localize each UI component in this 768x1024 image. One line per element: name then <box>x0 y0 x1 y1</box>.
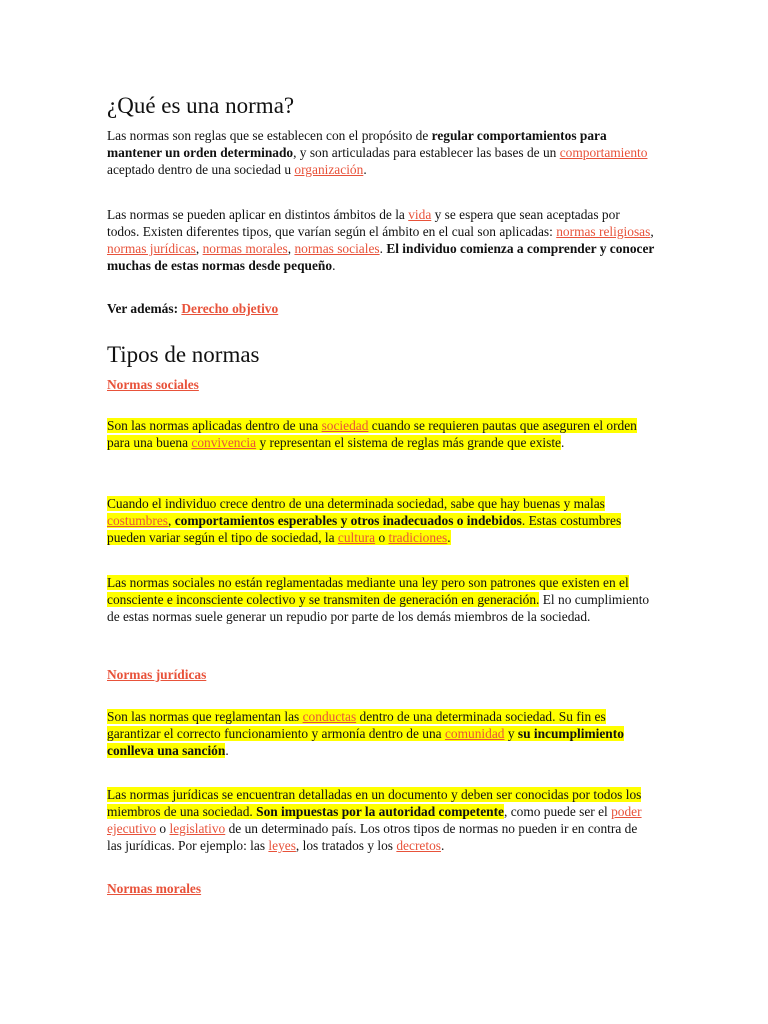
text-span: . <box>332 258 336 273</box>
text-span: . <box>379 241 387 256</box>
highlighted-text: Las normas sociales no están reglamentadas mediante una ley pero son patrones que existen en el consciente e inconsciente colectivo y se transmiten de generación en generación. <box>107 575 629 607</box>
text-span: . <box>561 435 565 450</box>
subheading-normas-morales <box>107 880 655 897</box>
highlighted-text <box>107 709 624 758</box>
subheading-normas-juridicas <box>107 666 655 683</box>
text-span: , <box>650 224 654 239</box>
paragraph-ambitos <box>107 206 655 274</box>
text-span: , y son articuladas para establecer las bases de un <box>293 145 560 160</box>
text-span: . Estas costumbres pueden variar según el tipo de sociedad, la <box>107 513 622 545</box>
see-also-label: Ver además: <box>107 301 182 316</box>
link-normas-religiosas[interactable]: normas religiosas <box>556 224 651 239</box>
text-span: Son las normas aplicadas dentro de una <box>107 418 322 433</box>
link-poder-ejecutivo[interactable]: poder ejecutivo <box>107 804 642 836</box>
text-span: , como puede ser el <box>504 804 612 819</box>
paragraph-sociales-1 <box>107 417 655 451</box>
text-span: aceptado dentro de una sociedad u <box>107 162 295 177</box>
text-span: Las normas son reglas que se establecen con el propósito de <box>107 128 432 143</box>
bold-text: Son impuestas por la autoridad competente <box>256 804 504 819</box>
link-tradiciones[interactable]: tradiciones <box>388 530 448 545</box>
link-organizacion[interactable]: organización <box>294 162 364 177</box>
link-vida[interactable]: vida <box>408 207 432 222</box>
text-span: y se espera que sean aceptadas por todos. Existen diferentes tipos, que varían según el ámbito en el cual son aplicadas: <box>107 207 620 239</box>
text-span: , <box>287 241 295 256</box>
text-span: . <box>440 838 445 853</box>
highlighted-text <box>107 418 637 450</box>
text-span: cuando se requieren pautas que aseguren el orden para una buena <box>107 418 637 450</box>
bold-text: regular comportamientos para mantener un orden determinado <box>107 128 607 160</box>
text-span: o <box>156 821 170 836</box>
text-span: , <box>168 513 175 528</box>
link-normas-sociales[interactable]: normas sociales <box>294 241 380 256</box>
subheading-normas-sociales <box>107 376 655 393</box>
text-span: . <box>447 530 451 545</box>
text-span: Son las normas que reglamentan las <box>107 709 303 724</box>
link-cultura[interactable]: cultura <box>337 530 376 545</box>
text-span: Las normas se pueden aplicar en distintos ámbitos de la <box>107 207 409 222</box>
text-span: Las normas jurídicas se encuentran detalladas en un documento y deben ser conocidas por todos los miembros de una sociedad. <box>107 787 642 819</box>
paragraph-sociales-3 <box>107 574 655 625</box>
link-costumbres[interactable]: costumbres <box>107 513 168 528</box>
paragraph-sociales-2 <box>107 495 655 546</box>
link-normas-juridicas[interactable]: normas jurídicas <box>107 241 196 256</box>
bold-text: su incumplimiento conlleva una sanción <box>107 726 624 758</box>
link-sociedad[interactable]: sociedad <box>321 418 369 433</box>
text-span: de un determinado país. Los otros tipos de normas no pueden ir en contra de las jurídicas. Por ejemplo: las <box>107 821 638 853</box>
link-decretos[interactable]: decretos <box>396 838 441 853</box>
link-heading-normas-morales[interactable]: Normas morales <box>107 881 202 896</box>
text-span: , <box>195 241 203 256</box>
text-span: y representan el sistema de reglas más grande que existe <box>256 435 562 450</box>
section-title-tipos-de-normas: Tipos de normas <box>107 342 260 367</box>
link-leyes[interactable]: leyes <box>268 838 296 853</box>
bold-text: El individuo comienza a comprender y conocer muchas de estas normas desde pequeño <box>107 241 655 273</box>
text-span: . <box>363 162 367 177</box>
link-heading-normas-juridicas[interactable]: Normas jurídicas <box>107 667 207 682</box>
text-span: dentro de una determinada sociedad. Su fin es garantizar el correcto funcionamiento y armonía dentro de una <box>107 709 606 741</box>
section-title-que-es-norma: ¿Qué es una norma? <box>107 93 295 118</box>
link-convivencia[interactable]: convivencia <box>191 435 257 450</box>
see-also <box>107 300 655 317</box>
paragraph-juridicas-1 <box>107 708 655 759</box>
text-span: , los tratados y los <box>295 838 397 853</box>
text-span: Cuando el individuo crece dentro de una determinada sociedad, sabe que hay buenas y malas <box>107 496 605 511</box>
link-derecho-objetivo[interactable]: Derecho objetivo <box>181 301 279 316</box>
text-span: y <box>504 726 518 741</box>
link-comportamiento[interactable]: comportamiento <box>559 145 648 160</box>
link-normas-morales[interactable]: normas morales <box>202 241 288 256</box>
paragraph-definition <box>107 127 655 178</box>
link-comunidad[interactable]: comunidad <box>444 726 505 741</box>
paragraph-juridicas-2 <box>107 786 655 854</box>
link-conductas[interactable]: conductas <box>302 709 357 724</box>
link-heading-normas-sociales[interactable]: Normas sociales <box>107 377 199 392</box>
text-span: El no cumplimiento de estas normas suele generar un repudio por parte de los demás miembros de la sociedad. <box>107 592 650 624</box>
highlighted-text <box>107 496 621 545</box>
bold-text: comportamientos esperables y otros inadecuados o indebidos <box>174 513 522 528</box>
text-span: o <box>375 530 389 545</box>
text-span: . <box>225 743 229 758</box>
link-legislativo[interactable]: legislativo <box>169 821 226 836</box>
